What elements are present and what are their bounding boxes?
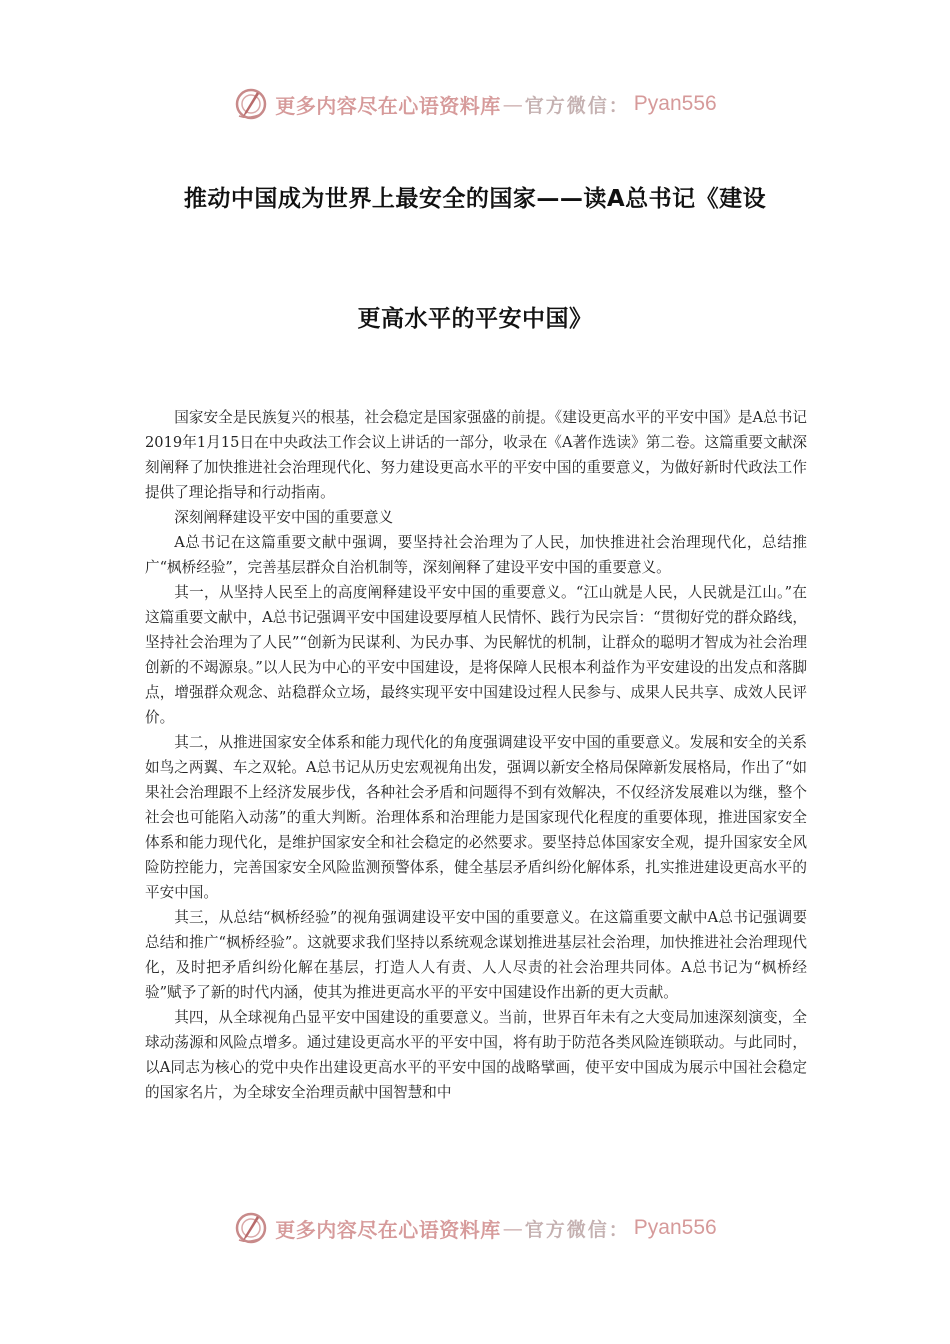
watermark-banner-bottom	[0, 1206, 950, 1250]
document-title-line2: 更高水平的平安中国》	[357, 306, 593, 332]
paragraph: A总书记在这篇重要文献中强调，要坚持社会治理为了人民，加快推进社会治理现代化，总结推广“枫桥经验”，完善基层群众自治机制等，深刻阐释了建设平安中国的重要意义。	[145, 534, 807, 576]
watermark-wechat-label: 官方微信：	[524, 94, 630, 117]
pen-logo-icon	[233, 86, 269, 122]
watermark-separator: —	[502, 1216, 523, 1240]
document-title-line1: 推动中国成为世界上最安全的国家——读A总书记《建设	[183, 186, 767, 212]
watermark-wechat-id: Pyan556	[633, 1216, 717, 1239]
section-heading: 深刻阐释建设平安中国的重要意义	[174, 509, 394, 526]
paragraph-point-2: 其二，从推进国家安全体系和能力现代化的角度强调建设平安中国的重要意义。发展和安全的关系如鸟之两翼、车之双轮。A总书记从历史宏观视角出发，强调以新安全格局保障新发展格局，作出了“如果社会治理跟不上经济发展步伐，各种社会矛盾和问题得不到有效解决，不仅经济发展难以为继，整个社会也可能陷入动荡”的重大判断。治理体系和治理能力是国家现代化程度的重要体现，推进国家安全体系和能力现代化，是维护国家安全和社会稳定的必然要求。要坚持总体国家安全观，提升国家安全风险防控能力，完善国家安全风险监测预警体系，健全基层矛盾纠纷化解体系，扎实推进建设更高水平的平安中国。	[145, 734, 807, 901]
watermark-text: 更多内容尽在心语资料库	[275, 1217, 501, 1242]
paragraph-point-1: 其一，从坚持人民至上的高度阐释建设平安中国的重要意义。“江山就是人民，人民就是江山。”在这篇重要文献中，A总书记强调平安中国建设要厚植人民情怀、践行为民宗旨：“贯彻好党的群众路线，坚持社会治理为了人民”“创新为民谋利、为民办事、为民解忧的机制，让群众的聪明才智成为社会治理创新的不竭源泉。”以人民为中心的平安中国建设，是将保障人民根本利益作为平安建设的出发点和落脚点，增强群众观念、站稳群众立场，最终实现平安中国建设过程人民参与、成果人民共享、成效人民评价。	[145, 584, 807, 726]
watermark-wechat-label: 官方微信：	[524, 1218, 630, 1241]
paragraph-intro: 国家安全是民族复兴的根基，社会稳定是国家强盛的前提。《建设更高水平的平安中国》是A总书记2019年1月15日在中央政法工作会议上讲话的一部分，收录在《A著作选读》第二卷。这篇重要文献深刻阐释了加快推进社会治理现代化、努力建设更高水平的平安中国的重要意义，为做好新时代政法工作提供了理论指导和行动指南。	[145, 409, 807, 501]
paragraph-point-3: 其三，从总结“枫桥经验”的视角强调建设平安中国的重要意义。在这篇重要文献中A总书记强调要总结和推广“枫桥经验”。这就要求我们坚持以系统观念谋划推进基层社会治理，加快推进社会治理现代化，及时把矛盾纠纷化解在基层，打造人人有责、人人尽责的社会治理共同体。A总书记为“枫桥经验”赋予了新的时代内涵，使其为推进更高水平的平安中国建设作出新的更大贡献。	[145, 909, 807, 1001]
watermark-banner-top	[0, 82, 950, 126]
paragraph-point-4: 其四，从全球视角凸显平安中国建设的重要意义。当前，世界百年未有之大变局加速深刻演变，全球动荡源和风险点增多。通过建设更高水平的平安中国，将有助于防范各类风险连锁联动。与此同时，以A同志为核心的党中央作出建设更高水平的平安中国的战略擘画，使平安中国成为展示中国社会稳定的国家名片，为全球安全治理贡献中国智慧和中	[145, 1009, 807, 1101]
watermark-wechat-id: Pyan556	[633, 92, 717, 115]
pen-logo-icon	[233, 1210, 269, 1246]
watermark-separator: —	[502, 92, 523, 116]
watermark-text: 更多内容尽在心语资料库	[275, 93, 501, 118]
document-body	[145, 405, 807, 1105]
